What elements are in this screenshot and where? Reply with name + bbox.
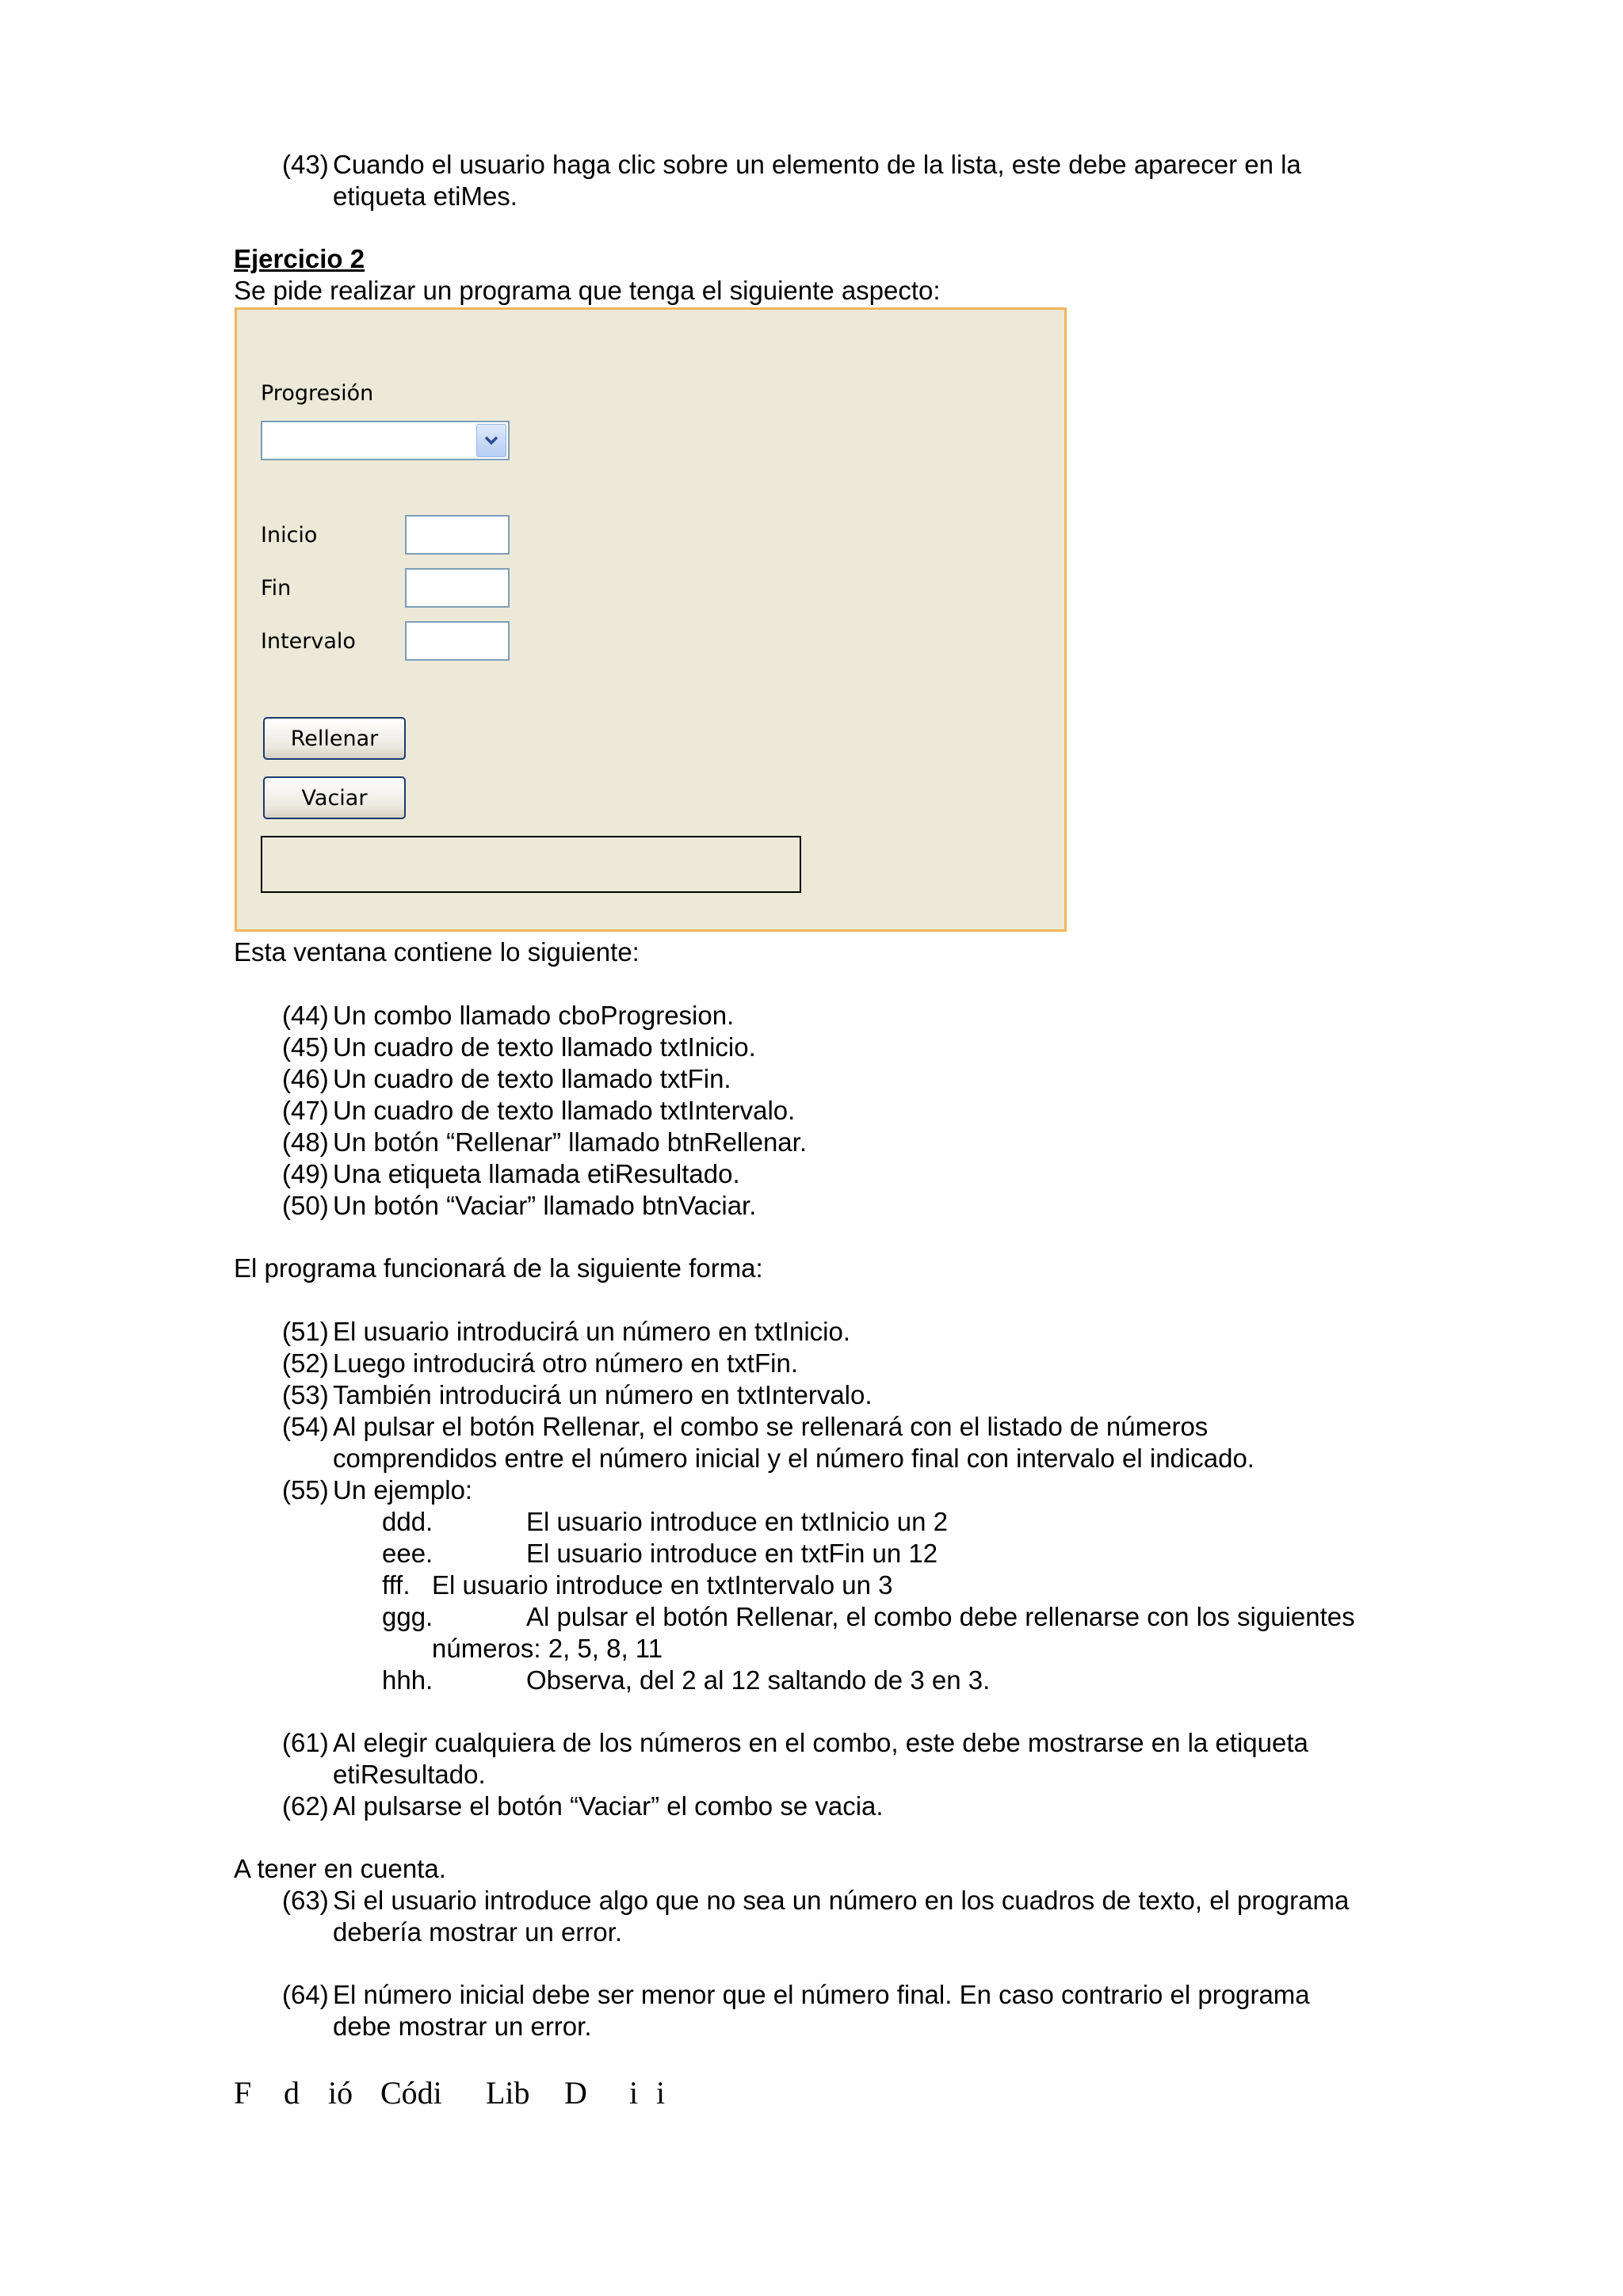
list-item: Si el usuario introduce algo que no sea un número en los cuadros de texto, el programa [333, 1886, 1350, 1915]
item-text: Cuando el usuario haga clic sobre un elemento de la lista, este debe aparecer en la [333, 150, 1301, 179]
vaciar-button[interactable]: Vaciar [263, 776, 406, 819]
sub-item: El usuario introduce en txtFin un 12 [526, 1539, 938, 1568]
sub-item: El usuario introduce en txtIntervalo un 3 [432, 1570, 893, 1600]
list-item-continued: comprendidos entre el número inicial y el número final con intervalo el indicado. [333, 1444, 1254, 1473]
sub-item-letter: ddd. [382, 1507, 433, 1536]
exercise-heading: Ejercicio 2 [234, 244, 365, 273]
list-item: El usuario introducirá un número en txtInicio. [333, 1317, 851, 1346]
footer-fragment: Códi [380, 2075, 442, 2111]
sub-item: Observa, del 2 al 12 saltando de 3 en 3. [526, 1665, 991, 1695]
item-number: (51) [282, 1317, 329, 1346]
item-number: (53) [282, 1380, 329, 1409]
sub-item-continued: números: 2, 5, 8, 11 [432, 1634, 663, 1663]
result-label [261, 836, 801, 893]
combo-dropdown-button[interactable] [476, 424, 506, 457]
list-item: Al pulsar el botón Rellenar, el combo se rellenará con el listado de números [333, 1412, 1209, 1441]
chevron-down-icon [483, 435, 499, 446]
list-item: Un ejemplo: [333, 1475, 473, 1505]
list-item-continued: debe mostrar un error. [333, 2012, 592, 2041]
item-number: (64) [282, 1980, 329, 2009]
sub-item-letter: hhh. [382, 1665, 433, 1695]
item-text-continued: etiqueta etiMes. [333, 181, 517, 211]
form-screenshot [235, 307, 1067, 932]
notes-intro: A tener en cuenta. [234, 1854, 446, 1883]
list-item: Un cuadro de texto llamado txtIntervalo. [333, 1096, 796, 1125]
item-number: (44) [282, 1001, 329, 1030]
list-item: Un cuadro de texto llamado txtInicio. [333, 1032, 756, 1062]
item-number: (55) [282, 1475, 329, 1505]
sub-item-letter: ggg. [382, 1602, 433, 1631]
item-number: (52) [282, 1348, 329, 1378]
rellenar-button[interactable]: Rellenar [263, 717, 406, 760]
list-item-continued: etiResultado. [333, 1760, 486, 1789]
footer-fragment: d [284, 2075, 300, 2111]
intervalo-input[interactable] [405, 621, 510, 661]
list-item-continued: debería mostrar un error. [333, 1917, 622, 1947]
item-number: (45) [282, 1032, 329, 1062]
footer-fragment: F [234, 2075, 252, 2111]
list-item: Una etiqueta llamada etiResultado. [333, 1159, 740, 1188]
intervalo-label: Intervalo [261, 629, 356, 654]
list-item: Luego introducirá otro número en txtFin. [333, 1348, 798, 1378]
item-number: (46) [282, 1064, 329, 1093]
item-number: (47) [282, 1096, 329, 1125]
fin-label: Fin [261, 576, 292, 601]
progresion-label: Progresión [261, 381, 374, 406]
exercise-intro: Se pide realizar un programa que tenga el siguiente aspecto: [234, 276, 941, 305]
item-number: (62) [282, 1791, 329, 1821]
sub-item: El usuario introduce en txtInicio un 2 [526, 1507, 948, 1536]
item-number: (49) [282, 1159, 329, 1188]
sub-item-letter: eee. [382, 1539, 433, 1568]
footer-fragment: i [656, 2075, 666, 2111]
footer-fragment: i [629, 2075, 639, 2111]
progresion-combo[interactable] [261, 421, 510, 460]
list-item: Un botón “Vaciar” llamado btnVaciar. [333, 1191, 757, 1220]
item-number: (50) [282, 1191, 329, 1220]
item-number: (61) [282, 1728, 329, 1757]
item-number: (54) [282, 1412, 329, 1441]
list-item: El número inicial debe ser menor que el número final. En caso contrario el programa [333, 1980, 1310, 2009]
list-item: Un combo llamado cboProgresion. [333, 1001, 735, 1030]
list-item: Un cuadro de texto llamado txtFin. [333, 1064, 731, 1093]
inicio-input[interactable] [405, 515, 510, 555]
footer-fragment: ió [328, 2075, 353, 2111]
item-number: (43) [282, 150, 329, 179]
fin-input[interactable] [405, 568, 510, 608]
works-intro: El programa funcionará de la siguiente forma: [234, 1253, 763, 1283]
item-number: (63) [282, 1886, 329, 1915]
footer-fragment: D [564, 2075, 587, 2111]
footer-fragment: Lib [486, 2075, 530, 2111]
inicio-label: Inicio [261, 523, 318, 547]
sub-item-letter: fff. [382, 1570, 411, 1600]
list-item: Un botón “Rellenar” llamado btnRellenar. [333, 1127, 807, 1157]
sub-item: Al pulsar el botón Rellenar, el combo debe rellenarse con los siguientes [526, 1602, 1355, 1631]
item-number: (48) [282, 1127, 329, 1157]
list-item: Al pulsarse el botón “Vaciar” el combo se vacia. [333, 1791, 884, 1821]
contains-intro: Esta ventana contiene lo siguiente: [234, 937, 640, 967]
list-item: Al elegir cualquiera de los números en el combo, este debe mostrarse en la etiqueta [333, 1728, 1308, 1757]
list-item: También introducirá un número en txtIntervalo. [333, 1380, 873, 1409]
